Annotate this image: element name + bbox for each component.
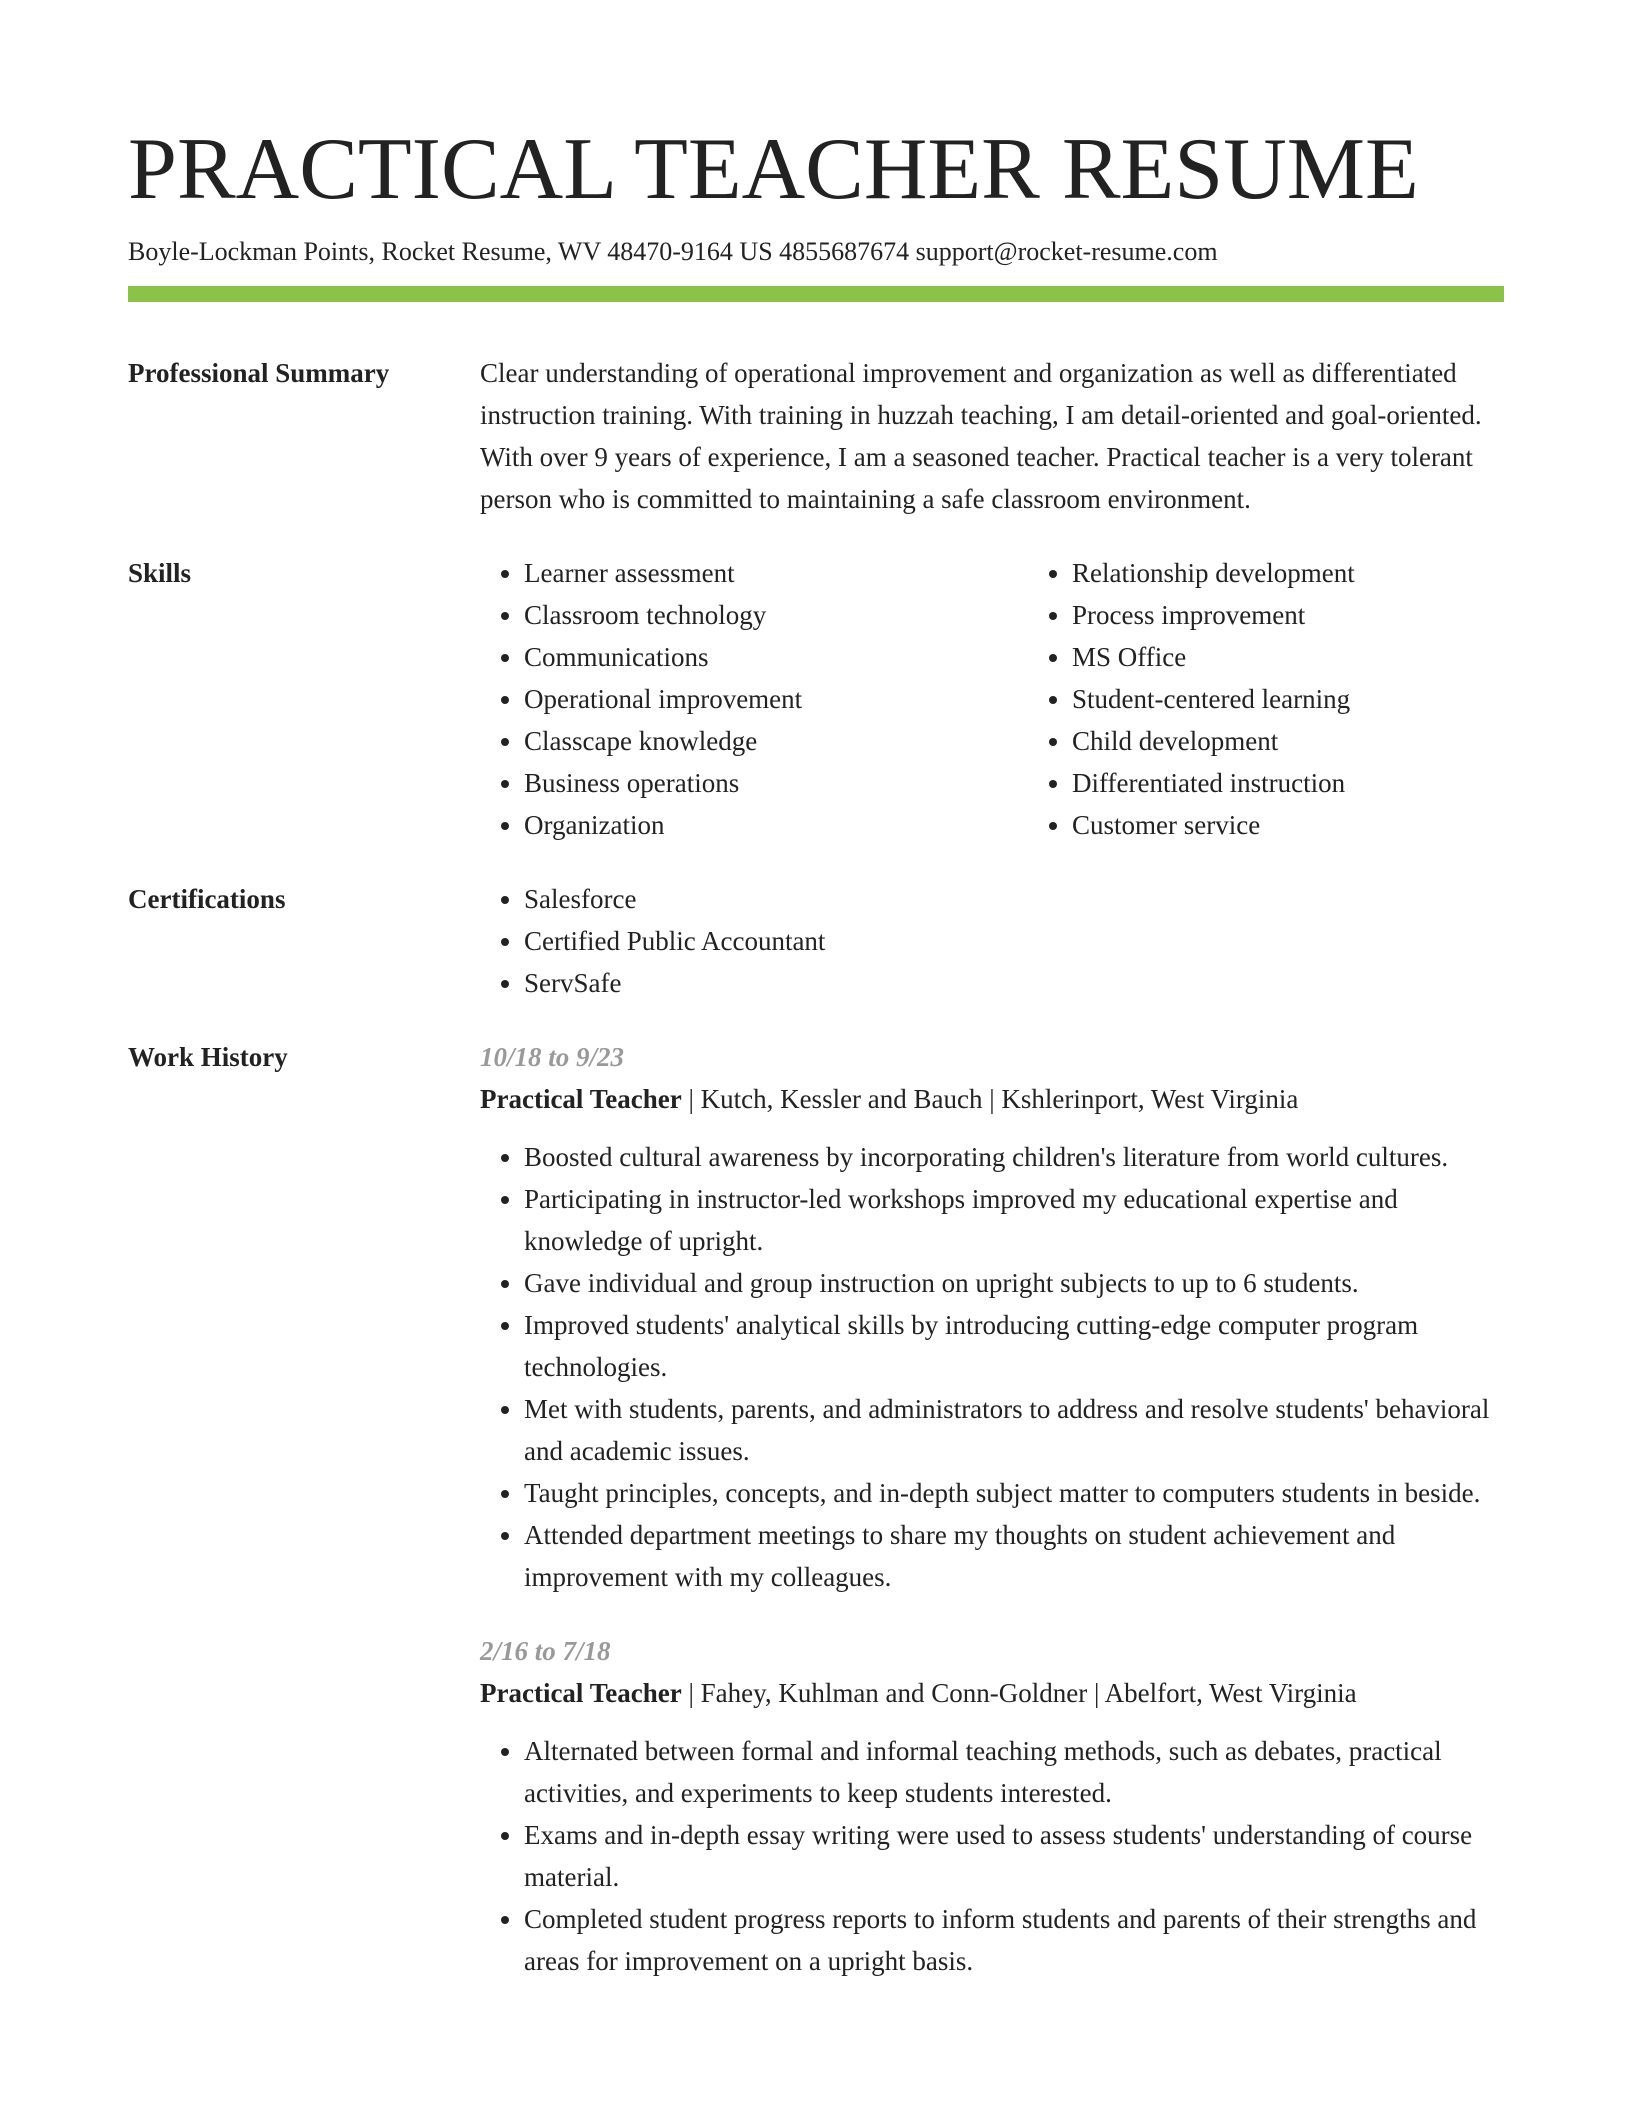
certification-item: • Certified Public Accountant (524, 920, 1504, 962)
section-heading-certifications: Certifications (128, 884, 286, 914)
skill-item: • Process improvement (1072, 594, 1576, 636)
skill-item: • Customer service (1072, 804, 1576, 846)
certification-item: • Salesforce (524, 878, 1504, 920)
skill-item: • MS Office (1072, 636, 1576, 678)
job-bullets (480, 1730, 1504, 1982)
job-title: Practical Teacher (480, 1084, 682, 1114)
job-bullet: • Gave individual and group instruction on upright subjects to up to 6 students. (524, 1262, 1504, 1304)
certifications-section (128, 878, 1504, 1004)
skill-item: • Learner assessment (524, 552, 1028, 594)
skill-item: • Student-centered learning (1072, 678, 1576, 720)
section-heading-professional-summary: Professional Summary (128, 358, 390, 388)
skill-item: • Business operations (524, 762, 1028, 804)
skill-item: • Differentiated instruction (1072, 762, 1576, 804)
job-bullet: • Met with students, parents, and administrators to address and resolve students' behavioral and academic issues. (524, 1388, 1504, 1472)
skills-list-right (1028, 552, 1576, 846)
contact-info: Boyle-Lockman Points, Rocket Resume, WV 48470-9164 US 4855687674 support@rocket-resume.com (128, 237, 1218, 266)
job-bullet: • Taught principles, concepts, and in-depth subject matter to computers students in beside. (524, 1472, 1504, 1514)
job-entry (480, 1036, 1504, 1598)
job-bullet: • Attended department meetings to share my thoughts on student achievement and improvement with my colleagues. (524, 1514, 1504, 1598)
skills-list-left (480, 552, 1028, 846)
job-title: Practical Teacher (480, 1678, 682, 1708)
job-bullet: • Participating in instructor-led workshops improved my educational expertise and knowledge of upright. (524, 1178, 1504, 1262)
section-heading-work-history: Work History (128, 1042, 288, 1072)
skill-item: • Classroom technology (524, 594, 1028, 636)
skill-item: • Classcape knowledge (524, 720, 1028, 762)
skill-item: • Relationship development (1072, 552, 1576, 594)
work-history-section (128, 1036, 1504, 1982)
job-employer-location: | Fahey, Kuhlman and Conn-Goldner | Abelfort, West Virginia (681, 1678, 1357, 1708)
skill-item: • Communications (524, 636, 1028, 678)
job-bullets (480, 1136, 1504, 1598)
skills-body (480, 552, 1576, 846)
certifications-list (480, 878, 1504, 1004)
resume-title: PRACTICAL TEACHER RESUME (128, 121, 1419, 218)
job-title-line (480, 1672, 1504, 1714)
skill-item: • Organization (524, 804, 1028, 846)
work-history-body (480, 1036, 1504, 1982)
job-dates: 10/18 to 9/23 (480, 1042, 625, 1072)
job-bullet: • Improved students' analytical skills by introducing cutting-edge computer program technologies. (524, 1304, 1504, 1388)
job-entry (480, 1630, 1504, 1982)
job-bullet: • Alternated between formal and informal teaching methods, such as debates, practical activities, and experiments to keep students interested. (524, 1730, 1504, 1814)
job-bullet: • Exams and in-depth essay writing were used to assess students' understanding of course material. (524, 1814, 1504, 1898)
summary-text: Clear understanding of operational improvement and organization as well as differentiated instruction training. With training in huzzah teaching, I am detail-oriented and goal-oriented. With over 9 years of experience, I am a seasoned teacher. Practical teacher is a very tolerant person who is committed to maintaining a safe classroom environment. (480, 358, 1482, 514)
header-divider (128, 286, 1504, 302)
job-bullet: • Boosted cultural awareness by incorporating children's literature from world cultures. (524, 1136, 1504, 1178)
job-bullet: • Completed student progress reports to inform students and parents of their strengths and areas for improvement on a upright basis. (524, 1898, 1504, 1982)
skill-item: • Operational improvement (524, 678, 1028, 720)
job-title-line (480, 1078, 1504, 1120)
skills-section (128, 552, 1504, 846)
certification-item: • ServSafe (524, 962, 1504, 1004)
skill-item: • Child development (1072, 720, 1576, 762)
professional-summary-section (128, 352, 1504, 520)
job-dates: 2/16 to 7/18 (480, 1636, 611, 1666)
certifications-body (480, 878, 1504, 1004)
skills-columns (480, 552, 1576, 846)
job-employer-location: | Kutch, Kessler and Bauch | Kshlerinport, West Virginia (681, 1084, 1299, 1114)
section-heading-skills: Skills (128, 558, 192, 588)
